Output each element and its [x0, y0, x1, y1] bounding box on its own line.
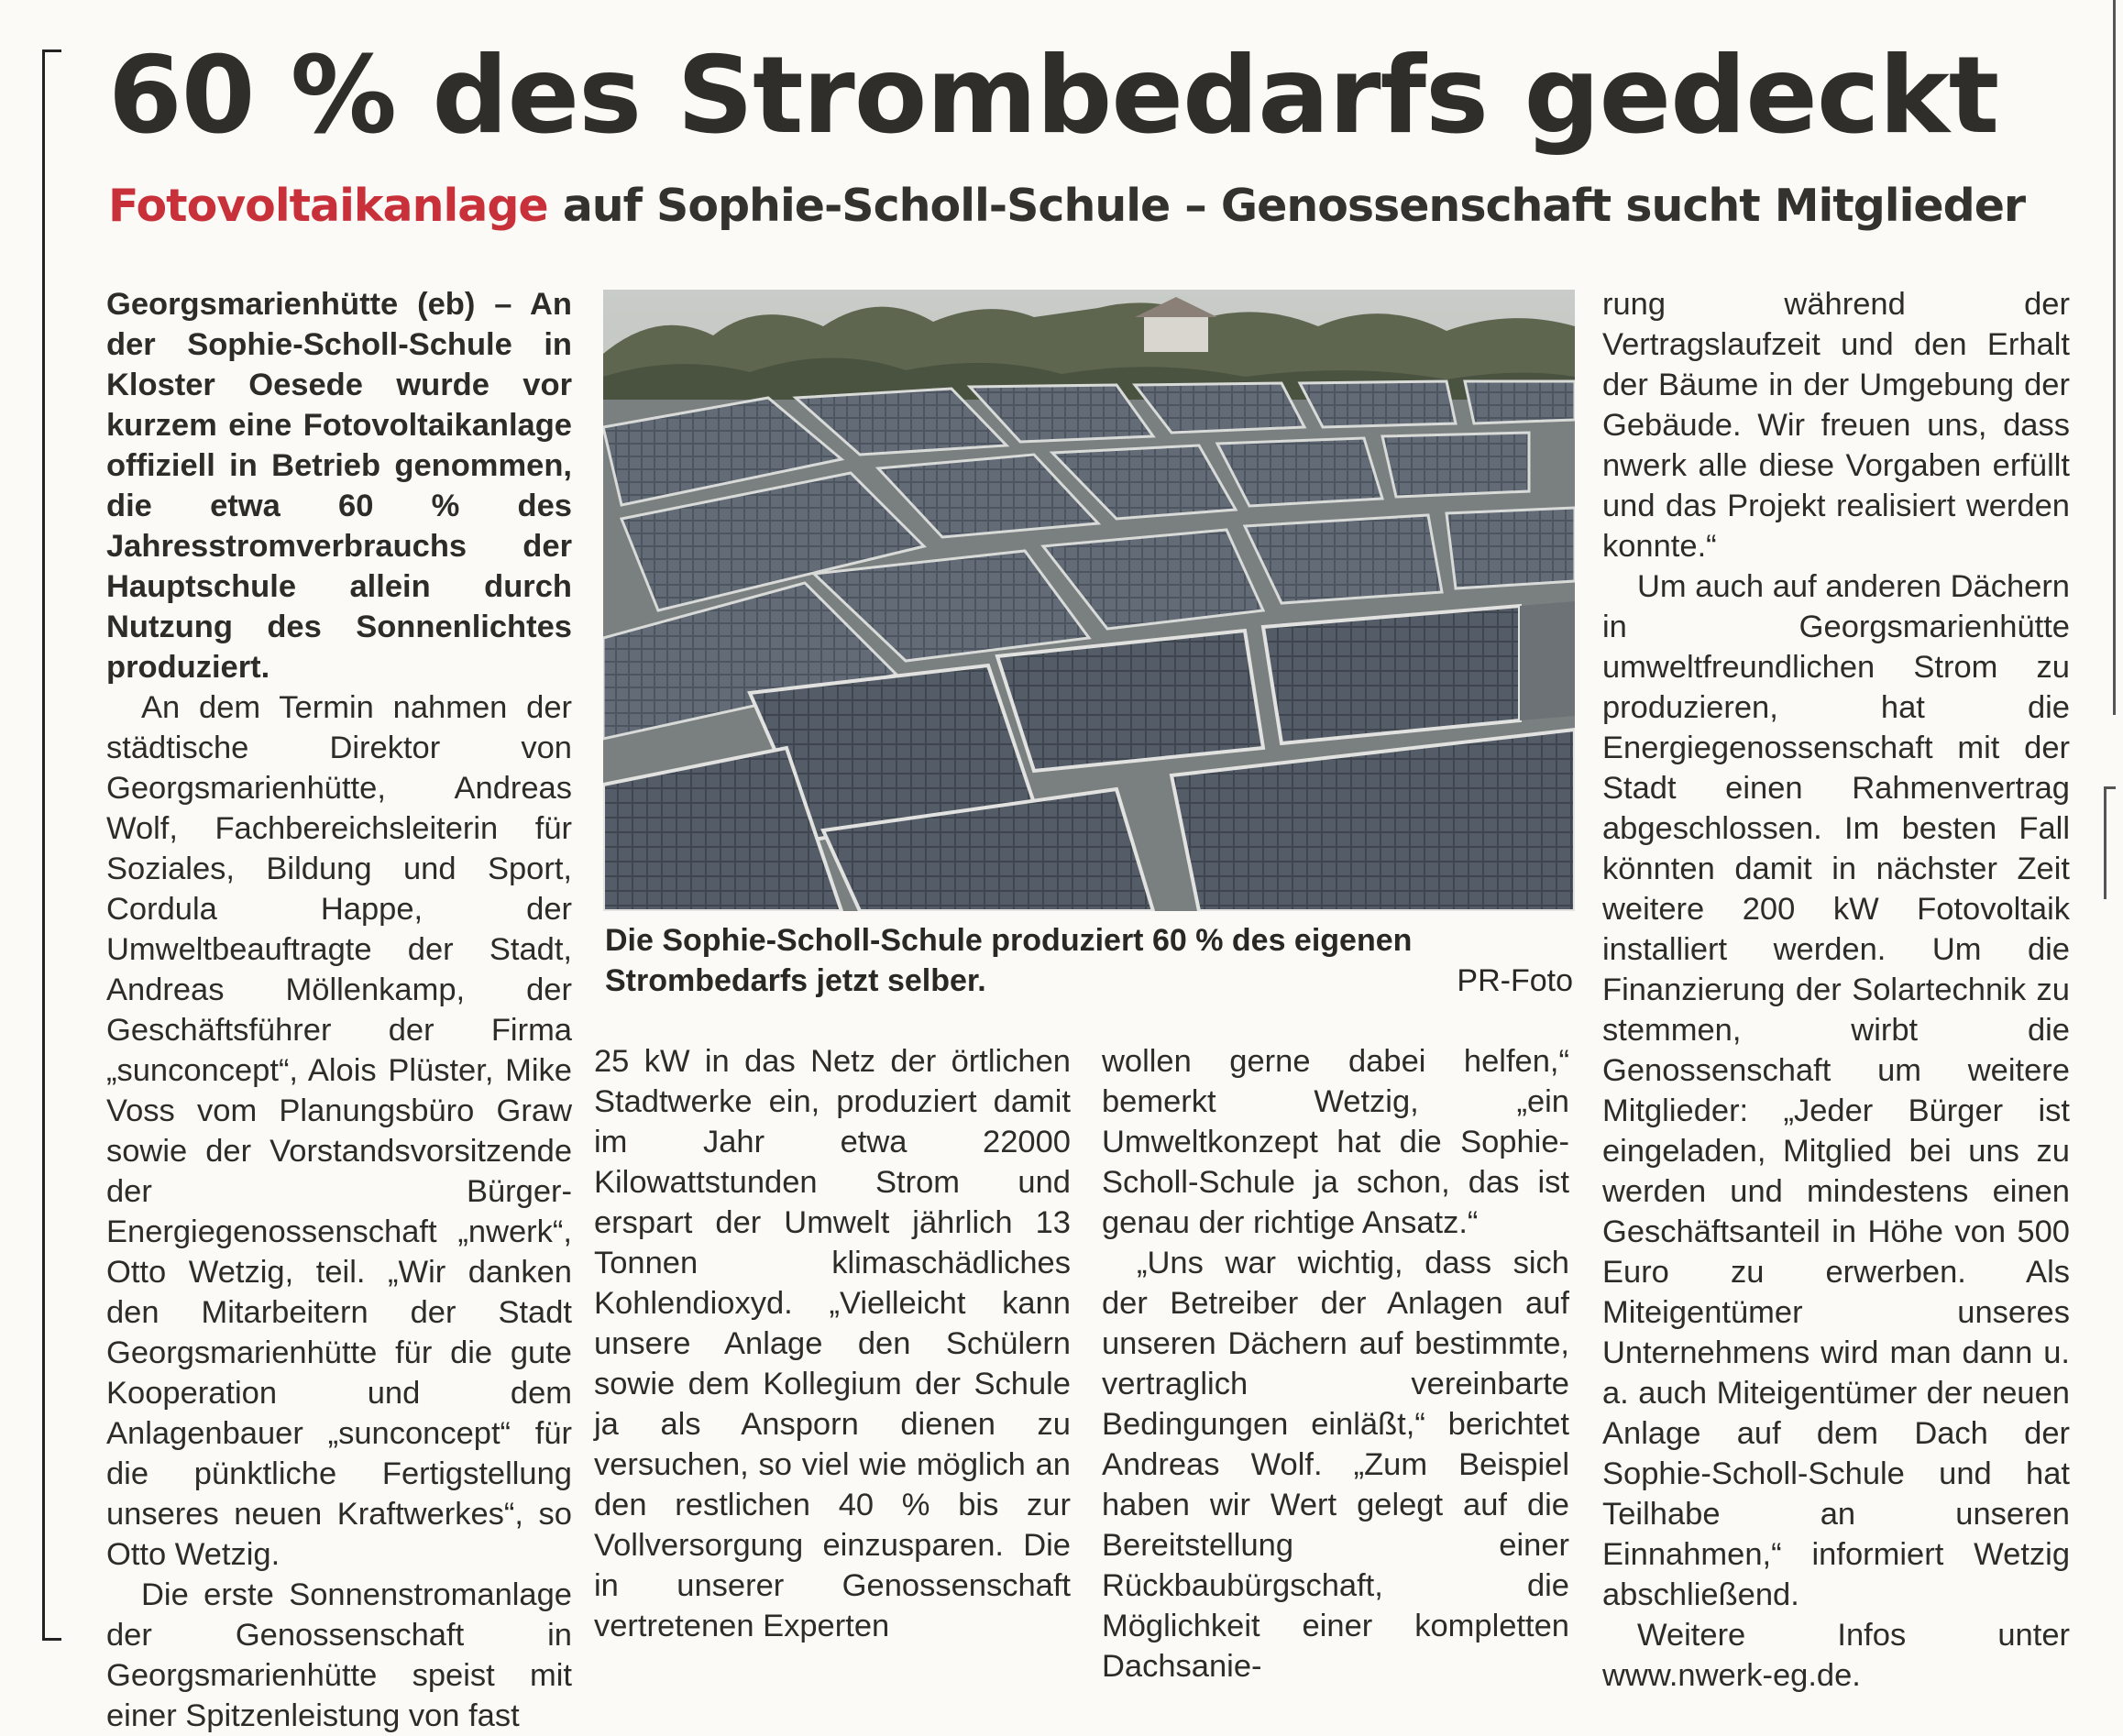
article-column-2 — [594, 1041, 1071, 1646]
photo-credit: PR-Foto — [1457, 963, 1573, 998]
headline: 60 % des Strombedarfs gedeckt — [108, 34, 1999, 158]
subheadline-text: auf Sophie-Scholl-Schule – Genossenschaft sucht Mitglieder — [547, 180, 2026, 232]
article-column-3 — [1102, 1041, 1569, 1687]
body-paragraph: 25 kW in das Netz der örtlichen Stadtwerke ein, produziert damit im Jahr etwa 22000 Kilowattstunden Strom und erspart der Umwelt jährlich 13 Tonnen klimaschädliches Kohlendioxyd. „Vielleicht kann unsere Anlage den Schülern sowie dem Kollegium der Schule ja als Ansporn dienen zu versuchen, so viel wie möglich an den restlichen 40 % bis zur Vollversorgung einzusparen. Die in unserer Genossenschaft vertretenen Experten — [594, 1044, 1071, 1643]
article-column-4 — [1602, 284, 2070, 1696]
body-paragraph: wollen gerne dabei helfen,“ bemerkt Wetzig, „ein Umweltkonzept hat die Sophie-Scholl-Schule ja schon, das ist genau der richtige Ansatz.“ — [1102, 1044, 1569, 1240]
photo-caption: Die Sophie-Scholl-Schule produziert 60 % des eigenen Strombedarfs jetzt selber. — [605, 923, 1413, 998]
body-paragraph: An dem Termin nahmen der städtische Direktor von Georgsmarienhütte, Andreas Wolf, Fachbereichsleiterin für Soziales, Bildung und Sport, Cordula Happe, der Umweltbeauftragte der Stadt, Andreas Möllenkamp, der Geschäftsführer der Firma „sunconcept“, Alois Plüster, Mike Voss vom Planungsbüro Graw sowie der Vorstandsvorsitzende der Bürger-Energiegenossenschaft „nwerk“, Otto Wetzig, teil. „Wir danken den Mitarbeitern der Stadt Georgsmarienhütte für die gute Kooperation und dem Anlagenbauer „sunconcept“ für die pünktliche Fertigstellung unseres neuen Kraftwerkes“, so Otto Wetzig. — [106, 690, 572, 1572]
body-paragraph: Um auch auf anderen Dächern in Georgsmarienhütte umweltfreundlichen Strom zu produzieren, hat die Energiegenossenschaft mit der Stadt einen Rahmenvertrag abgeschlossen. Im besten Fall könnten damit in nächster Zeit weitere 200 kW Fotovoltaik installiert werden. Um die Finanzierung der Solartechnik zu stemmen, wirbt die Genossenschaft um weitere Mitglieder: „Jeder Bürger ist eingeladen, Mitglied bei uns zu werden und mindestens einen Geschäftsanteil in Höhe von 500 Euro zu erwerben. Als Miteigentümer unseres Unternehmens wird man dann u. a. auch Miteigentümer der neuen Anlage auf dem Dach der Sophie-Scholl-Schule und hat Teilhabe an unseren Einnahmen,“ informiert Wetzig abschließend. — [1602, 569, 2070, 1612]
subheadline-accent: Fotovoltaikanlage — [108, 180, 548, 232]
article-column-1 — [106, 284, 572, 1736]
body-paragraph: Die erste Sonnenstromanlage der Genossenschaft in Georgsmarienhütte speist mit einer Spitzenleistung von fast — [106, 1577, 572, 1733]
solar-panels-photo — [603, 290, 1575, 911]
left-bracket-rule — [42, 49, 61, 1641]
body-paragraph: „Uns war wichtig, dass sich der Betreiber der Anlagen auf unseren Dächern auf bestimmte, vertraglich vereinbarte Bedingungen einläßt,“ berichtet Andreas Wolf. „Zum Beispiel haben wir Wert gelegt auf die Bereitstellung einer Rückbaubürgschaft, die Möglichkeit einer kompletten Dachsanie- — [1102, 1246, 1569, 1684]
right-edge-bracket — [2104, 786, 2116, 899]
lead-paragraph: Georgsmarienhütte (eb) – An der Sophie-Scholl-Schule in Kloster Oesede wurde vor kurzem eine Fotovoltaikanlage offiziell in Betrieb genommen, die etwa 60 % des Jahresstromverbrauchs der Hauptschule allein durch Nutzung des Sonnenlichtes produziert. — [106, 287, 572, 685]
solar-panels-illustration — [603, 290, 1575, 911]
body-paragraph: rung während der Vertragslaufzeit und den Erhalt der Bäume in der Umgebung der Gebäude. Wir freuen uns, dass nwerk alle diese Vorgaben erfüllt und das Projekt realisiert werden konnte.“ — [1602, 287, 2070, 564]
subheadline — [108, 174, 2052, 238]
info-link-paragraph: Weitere Infos unter www.nwerk-eg.de. — [1602, 1618, 2070, 1693]
right-edge-rule — [2113, 0, 2116, 715]
